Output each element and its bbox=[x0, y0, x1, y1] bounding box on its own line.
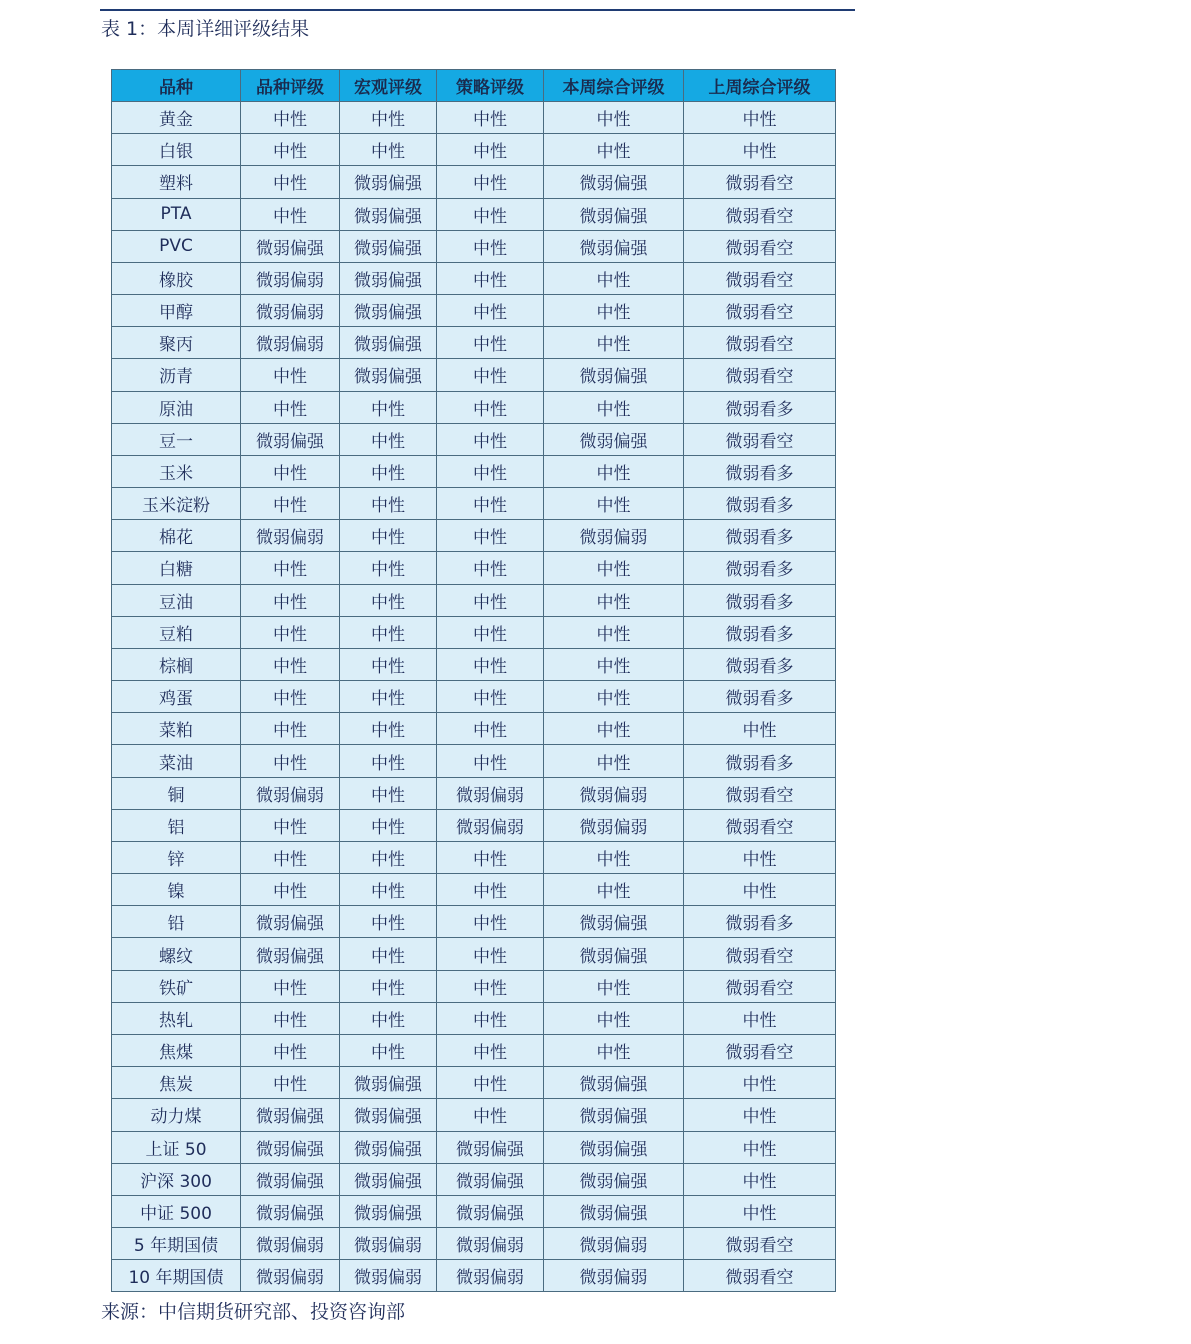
table-body bbox=[112, 102, 836, 1292]
commodity-cell: 热轧 bbox=[112, 1002, 241, 1034]
rating-cell: 中性 bbox=[544, 327, 684, 359]
rating-cell: 中性 bbox=[340, 455, 437, 487]
table-row bbox=[112, 970, 836, 1002]
rating-cell: 微弱看多 bbox=[684, 391, 836, 423]
rating-cell: 微弱偏强 bbox=[241, 938, 340, 970]
rating-cell: 微弱偏弱 bbox=[437, 809, 544, 841]
table-row bbox=[112, 102, 836, 134]
commodity-cell: 螺纹 bbox=[112, 938, 241, 970]
table-row bbox=[112, 327, 836, 359]
rating-cell: 中性 bbox=[340, 1034, 437, 1066]
rating-cell: 中性 bbox=[544, 841, 684, 873]
rating-cell: 微弱看多 bbox=[684, 745, 836, 777]
rating-cell: 中性 bbox=[340, 809, 437, 841]
table-row bbox=[112, 1034, 836, 1066]
rating-cell: 微弱偏强 bbox=[544, 359, 684, 391]
rating-cell: 微弱偏强 bbox=[544, 1067, 684, 1099]
table-row bbox=[112, 616, 836, 648]
table-row bbox=[112, 809, 836, 841]
column-header: 本周综合评级 bbox=[544, 70, 684, 102]
rating-cell: 中性 bbox=[340, 1002, 437, 1034]
rating-cell: 微弱看空 bbox=[684, 1034, 836, 1066]
table-row bbox=[112, 1131, 836, 1163]
table-row bbox=[112, 166, 836, 198]
column-header: 上周综合评级 bbox=[684, 70, 836, 102]
rating-cell: 中性 bbox=[544, 391, 684, 423]
rating-cell: 中性 bbox=[241, 584, 340, 616]
rating-cell: 微弱看空 bbox=[684, 970, 836, 1002]
rating-cell: 中性 bbox=[340, 745, 437, 777]
rating-cell: 中性 bbox=[437, 134, 544, 166]
rating-cell: 中性 bbox=[340, 648, 437, 680]
commodity-cell: 上证 50 bbox=[112, 1131, 241, 1163]
column-header: 品种 bbox=[112, 70, 241, 102]
rating-cell: 微弱偏弱 bbox=[544, 777, 684, 809]
table-row bbox=[112, 198, 836, 230]
table-row bbox=[112, 295, 836, 327]
rating-cell: 中性 bbox=[437, 230, 544, 262]
rating-cell: 中性 bbox=[241, 102, 340, 134]
rating-cell: 中性 bbox=[241, 134, 340, 166]
rating-cell: 中性 bbox=[437, 874, 544, 906]
rating-cell: 微弱偏强 bbox=[241, 1131, 340, 1163]
rating-cell: 中性 bbox=[684, 1099, 836, 1131]
rating-cell: 微弱偏强 bbox=[544, 1131, 684, 1163]
rating-cell: 微弱偏强 bbox=[544, 423, 684, 455]
rating-cell: 微弱偏弱 bbox=[241, 327, 340, 359]
rating-cell: 微弱偏强 bbox=[544, 906, 684, 938]
commodity-cell: 5 年期国债 bbox=[112, 1228, 241, 1260]
source-note: 来源：中信期货研究部、投资咨询部 bbox=[101, 1301, 406, 1323]
rating-cell: 微弱偏强 bbox=[544, 1163, 684, 1195]
column-header: 品种评级 bbox=[241, 70, 340, 102]
commodity-cell: 锌 bbox=[112, 841, 241, 873]
rating-cell: 微弱偏强 bbox=[544, 198, 684, 230]
column-header: 宏观评级 bbox=[340, 70, 437, 102]
rating-cell: 中性 bbox=[340, 520, 437, 552]
rating-cell: 中性 bbox=[437, 295, 544, 327]
rating-cell: 中性 bbox=[437, 166, 544, 198]
commodity-cell: 白糖 bbox=[112, 552, 241, 584]
rating-cell: 中性 bbox=[544, 552, 684, 584]
rating-cell: 微弱看空 bbox=[684, 1228, 836, 1260]
rating-cell: 中性 bbox=[437, 745, 544, 777]
table-header bbox=[112, 70, 836, 102]
commodity-cell: PTA bbox=[112, 198, 241, 230]
commodity-cell: 铜 bbox=[112, 777, 241, 809]
rating-cell: 中性 bbox=[340, 423, 437, 455]
rating-cell: 微弱偏强 bbox=[241, 230, 340, 262]
rating-cell: 微弱偏强 bbox=[340, 1163, 437, 1195]
rating-cell: 微弱看空 bbox=[684, 359, 836, 391]
rating-cell: 微弱看多 bbox=[684, 616, 836, 648]
rating-cell: 微弱偏弱 bbox=[437, 1260, 544, 1292]
ratings-table bbox=[111, 69, 836, 1292]
rating-cell: 微弱偏强 bbox=[340, 198, 437, 230]
rating-cell: 中性 bbox=[437, 455, 544, 487]
rating-cell: 微弱看多 bbox=[684, 488, 836, 520]
rating-cell: 微弱偏强 bbox=[241, 906, 340, 938]
rating-cell: 中性 bbox=[437, 391, 544, 423]
rating-cell: 中性 bbox=[437, 906, 544, 938]
rating-cell: 中性 bbox=[544, 648, 684, 680]
rating-cell: 中性 bbox=[684, 841, 836, 873]
commodity-cell: 10 年期国债 bbox=[112, 1260, 241, 1292]
rating-cell: 中性 bbox=[340, 713, 437, 745]
rating-cell: 中性 bbox=[437, 1067, 544, 1099]
rating-cell: 微弱看空 bbox=[684, 166, 836, 198]
rating-cell: 微弱偏强 bbox=[544, 938, 684, 970]
rating-cell: 微弱看多 bbox=[684, 906, 836, 938]
rating-cell: 中性 bbox=[437, 681, 544, 713]
rating-cell: 中性 bbox=[340, 391, 437, 423]
rating-cell: 微弱偏强 bbox=[544, 1195, 684, 1227]
rating-cell: 微弱偏强 bbox=[340, 1067, 437, 1099]
rating-cell: 中性 bbox=[340, 841, 437, 873]
rating-cell: 微弱偏强 bbox=[544, 230, 684, 262]
commodity-cell: 橡胶 bbox=[112, 262, 241, 294]
table-row bbox=[112, 1099, 836, 1131]
commodity-cell: 镍 bbox=[112, 874, 241, 906]
rating-cell: 中性 bbox=[241, 745, 340, 777]
commodity-cell: 菜油 bbox=[112, 745, 241, 777]
rating-cell: 中性 bbox=[544, 488, 684, 520]
rating-cell: 中性 bbox=[340, 552, 437, 584]
rating-cell: 中性 bbox=[684, 1195, 836, 1227]
rating-cell: 微弱看空 bbox=[684, 230, 836, 262]
rating-cell: 微弱偏强 bbox=[241, 1099, 340, 1131]
rating-cell: 中性 bbox=[544, 102, 684, 134]
rating-cell: 微弱偏弱 bbox=[241, 520, 340, 552]
rating-cell: 微弱看空 bbox=[684, 198, 836, 230]
rating-cell: 中性 bbox=[437, 1002, 544, 1034]
rating-cell: 微弱偏强 bbox=[340, 327, 437, 359]
rating-cell: 中性 bbox=[437, 648, 544, 680]
table-row bbox=[112, 906, 836, 938]
rating-cell: 中性 bbox=[437, 262, 544, 294]
rating-cell: 微弱看多 bbox=[684, 681, 836, 713]
table-caption: 表 1：本周详细评级结果 bbox=[101, 18, 310, 40]
rating-cell: 中性 bbox=[544, 970, 684, 1002]
rating-cell: 微弱偏弱 bbox=[437, 777, 544, 809]
rating-cell: 中性 bbox=[241, 970, 340, 1002]
table-row bbox=[112, 230, 836, 262]
commodity-cell: 聚丙 bbox=[112, 327, 241, 359]
commodity-cell: 黄金 bbox=[112, 102, 241, 134]
rating-cell: 中性 bbox=[241, 648, 340, 680]
rating-cell: 微弱偏弱 bbox=[340, 1260, 437, 1292]
commodity-cell: 甲醇 bbox=[112, 295, 241, 327]
rating-cell: 微弱看空 bbox=[684, 777, 836, 809]
rating-cell: 中性 bbox=[437, 488, 544, 520]
rating-cell: 中性 bbox=[437, 616, 544, 648]
rating-cell: 微弱偏强 bbox=[241, 423, 340, 455]
rating-cell: 中性 bbox=[241, 166, 340, 198]
table-row bbox=[112, 134, 836, 166]
commodity-cell: 中证 500 bbox=[112, 1195, 241, 1227]
rating-cell: 中性 bbox=[544, 134, 684, 166]
rating-cell: 微弱偏弱 bbox=[241, 1228, 340, 1260]
commodity-cell: 白银 bbox=[112, 134, 241, 166]
rating-cell: 中性 bbox=[241, 1034, 340, 1066]
rating-cell: 中性 bbox=[340, 681, 437, 713]
rating-cell: 中性 bbox=[437, 198, 544, 230]
rating-cell: 中性 bbox=[437, 1034, 544, 1066]
table-row bbox=[112, 874, 836, 906]
rating-cell: 中性 bbox=[684, 1002, 836, 1034]
rating-cell: 微弱看多 bbox=[684, 648, 836, 680]
rating-cell: 微弱偏弱 bbox=[241, 777, 340, 809]
commodity-cell: 玉米淀粉 bbox=[112, 488, 241, 520]
table-row bbox=[112, 1067, 836, 1099]
rating-cell: 中性 bbox=[340, 874, 437, 906]
rating-cell: 中性 bbox=[684, 1131, 836, 1163]
table-row bbox=[112, 681, 836, 713]
table-row bbox=[112, 423, 836, 455]
header-rule bbox=[100, 9, 855, 11]
rating-cell: 微弱看空 bbox=[684, 327, 836, 359]
rating-cell: 中性 bbox=[437, 423, 544, 455]
rating-cell: 微弱偏强 bbox=[340, 295, 437, 327]
rating-cell: 中性 bbox=[437, 552, 544, 584]
table-row bbox=[112, 455, 836, 487]
rating-cell: 中性 bbox=[544, 874, 684, 906]
rating-cell: 中性 bbox=[241, 488, 340, 520]
rating-cell: 微弱偏强 bbox=[544, 1099, 684, 1131]
rating-cell: 微弱偏弱 bbox=[544, 520, 684, 552]
rating-cell: 微弱偏强 bbox=[340, 1131, 437, 1163]
rating-cell: 中性 bbox=[437, 841, 544, 873]
rating-cell: 中性 bbox=[340, 134, 437, 166]
rating-cell: 中性 bbox=[684, 102, 836, 134]
table-row bbox=[112, 552, 836, 584]
rating-cell: 微弱看多 bbox=[684, 455, 836, 487]
rating-cell: 中性 bbox=[437, 359, 544, 391]
commodity-cell: 焦煤 bbox=[112, 1034, 241, 1066]
rating-cell: 中性 bbox=[241, 455, 340, 487]
rating-cell: 微弱看空 bbox=[684, 938, 836, 970]
rating-cell: 中性 bbox=[544, 616, 684, 648]
commodity-cell: 塑料 bbox=[112, 166, 241, 198]
commodity-cell: 豆一 bbox=[112, 423, 241, 455]
rating-cell: 中性 bbox=[684, 1067, 836, 1099]
table-row bbox=[112, 1195, 836, 1227]
rating-cell: 微弱偏强 bbox=[340, 359, 437, 391]
rating-cell: 中性 bbox=[544, 455, 684, 487]
commodity-cell: 豆粕 bbox=[112, 616, 241, 648]
rating-cell: 中性 bbox=[684, 1163, 836, 1195]
rating-cell: 中性 bbox=[340, 938, 437, 970]
rating-cell: 中性 bbox=[437, 520, 544, 552]
commodity-cell: 棉花 bbox=[112, 520, 241, 552]
commodity-cell: 铁矿 bbox=[112, 970, 241, 1002]
rating-cell: 微弱偏弱 bbox=[241, 1260, 340, 1292]
table-row bbox=[112, 1260, 836, 1292]
table-row bbox=[112, 745, 836, 777]
column-header: 策略评级 bbox=[437, 70, 544, 102]
rating-cell: 中性 bbox=[241, 359, 340, 391]
rating-cell: 微弱偏弱 bbox=[437, 1228, 544, 1260]
rating-cell: 中性 bbox=[437, 102, 544, 134]
rating-cell: 中性 bbox=[340, 906, 437, 938]
table-row bbox=[112, 777, 836, 809]
rating-cell: 中性 bbox=[241, 616, 340, 648]
rating-cell: 微弱偏强 bbox=[544, 166, 684, 198]
rating-cell: 微弱偏弱 bbox=[544, 1228, 684, 1260]
rating-cell: 中性 bbox=[241, 391, 340, 423]
commodity-cell: 菜粕 bbox=[112, 713, 241, 745]
table-row bbox=[112, 391, 836, 423]
rating-cell: 中性 bbox=[241, 809, 340, 841]
rating-cell: 中性 bbox=[241, 713, 340, 745]
rating-cell: 中性 bbox=[340, 488, 437, 520]
table-row bbox=[112, 488, 836, 520]
rating-cell: 中性 bbox=[437, 938, 544, 970]
rating-cell: 微弱看空 bbox=[684, 1260, 836, 1292]
rating-cell: 中性 bbox=[684, 874, 836, 906]
table-row bbox=[112, 938, 836, 970]
commodity-cell: 玉米 bbox=[112, 455, 241, 487]
commodity-cell: 鸡蛋 bbox=[112, 681, 241, 713]
rating-cell: 中性 bbox=[241, 874, 340, 906]
commodity-cell: 原油 bbox=[112, 391, 241, 423]
rating-cell: 微弱偏弱 bbox=[340, 1228, 437, 1260]
rating-cell: 微弱偏强 bbox=[437, 1195, 544, 1227]
rating-cell: 中性 bbox=[544, 745, 684, 777]
rating-cell: 中性 bbox=[241, 552, 340, 584]
rating-cell: 中性 bbox=[241, 1067, 340, 1099]
rating-cell: 微弱看多 bbox=[684, 584, 836, 616]
table-row bbox=[112, 713, 836, 745]
rating-cell: 中性 bbox=[241, 841, 340, 873]
table-row bbox=[112, 1002, 836, 1034]
rating-cell: 微弱偏弱 bbox=[544, 1260, 684, 1292]
rating-cell: 微弱看多 bbox=[684, 552, 836, 584]
rating-cell: 中性 bbox=[544, 1002, 684, 1034]
rating-cell: 中性 bbox=[684, 713, 836, 745]
rating-cell: 中性 bbox=[437, 970, 544, 1002]
rating-cell: 微弱偏弱 bbox=[241, 295, 340, 327]
rating-cell: 微弱偏弱 bbox=[241, 262, 340, 294]
rating-cell: 中性 bbox=[241, 198, 340, 230]
rating-cell: 中性 bbox=[340, 777, 437, 809]
rating-cell: 微弱偏强 bbox=[437, 1163, 544, 1195]
rating-cell: 中性 bbox=[241, 681, 340, 713]
table-row bbox=[112, 841, 836, 873]
rating-cell: 中性 bbox=[340, 970, 437, 1002]
commodity-cell: 铝 bbox=[112, 809, 241, 841]
table-row bbox=[112, 520, 836, 552]
commodity-cell: 焦炭 bbox=[112, 1067, 241, 1099]
table-row bbox=[112, 584, 836, 616]
rating-cell: 微弱看空 bbox=[684, 423, 836, 455]
rating-cell: 中性 bbox=[437, 327, 544, 359]
rating-cell: 微弱偏强 bbox=[340, 1195, 437, 1227]
rating-cell: 中性 bbox=[544, 262, 684, 294]
rating-cell: 微弱偏强 bbox=[340, 262, 437, 294]
commodity-cell: 豆油 bbox=[112, 584, 241, 616]
table-row bbox=[112, 648, 836, 680]
table-row bbox=[112, 1228, 836, 1260]
commodity-cell: 铅 bbox=[112, 906, 241, 938]
rating-cell: 微弱偏强 bbox=[437, 1131, 544, 1163]
rating-cell: 中性 bbox=[544, 295, 684, 327]
rating-cell: 中性 bbox=[684, 134, 836, 166]
table-row bbox=[112, 1163, 836, 1195]
rating-cell: 中性 bbox=[544, 1034, 684, 1066]
rating-cell: 中性 bbox=[437, 713, 544, 745]
commodity-cell: 动力煤 bbox=[112, 1099, 241, 1131]
rating-cell: 微弱偏强 bbox=[241, 1195, 340, 1227]
rating-cell: 中性 bbox=[437, 584, 544, 616]
rating-cell: 中性 bbox=[340, 616, 437, 648]
rating-cell: 中性 bbox=[340, 102, 437, 134]
header-row bbox=[112, 70, 836, 102]
rating-cell: 中性 bbox=[544, 584, 684, 616]
rating-cell: 微弱偏强 bbox=[340, 1099, 437, 1131]
rating-cell: 中性 bbox=[544, 681, 684, 713]
commodity-cell: 沪深 300 bbox=[112, 1163, 241, 1195]
rating-cell: 微弱偏强 bbox=[340, 230, 437, 262]
rating-cell: 微弱看多 bbox=[684, 520, 836, 552]
table-row bbox=[112, 359, 836, 391]
rating-cell: 微弱看空 bbox=[684, 809, 836, 841]
commodity-cell: PVC bbox=[112, 230, 241, 262]
rating-cell: 中性 bbox=[437, 1099, 544, 1131]
commodity-cell: 棕榈 bbox=[112, 648, 241, 680]
rating-cell: 微弱偏强 bbox=[241, 1163, 340, 1195]
commodity-cell: 沥青 bbox=[112, 359, 241, 391]
rating-cell: 中性 bbox=[544, 713, 684, 745]
rating-cell: 微弱看空 bbox=[684, 295, 836, 327]
rating-cell: 中性 bbox=[241, 1002, 340, 1034]
rating-cell: 微弱偏弱 bbox=[544, 809, 684, 841]
table-row bbox=[112, 262, 836, 294]
rating-cell: 微弱看空 bbox=[684, 262, 836, 294]
rating-cell: 微弱偏强 bbox=[340, 166, 437, 198]
rating-cell: 中性 bbox=[340, 584, 437, 616]
